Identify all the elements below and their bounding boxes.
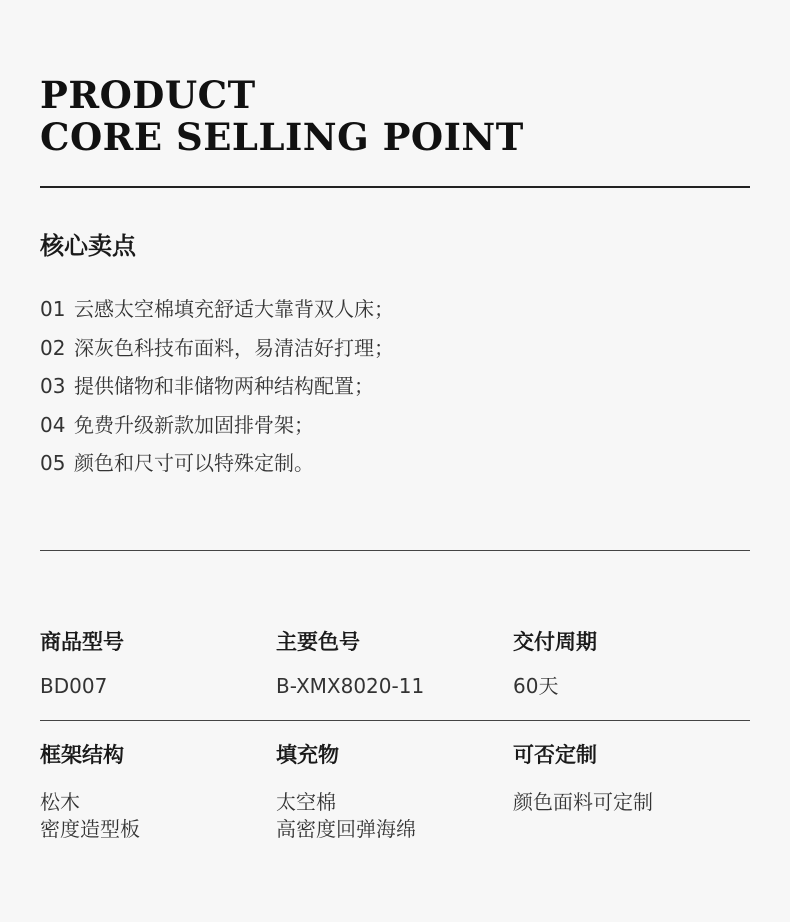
list-item: [40, 444, 394, 483]
spec-label: 商品型号: [40, 630, 124, 654]
spec-label: 可否定制: [513, 743, 597, 767]
spec-label: 框架结构: [40, 743, 124, 767]
point-number: 01: [40, 297, 66, 321]
spec-value-line-2: 密度造型板: [40, 817, 140, 841]
list-item: [40, 406, 394, 445]
point-text: 深灰色科技布面料，易清洁好打理；: [74, 335, 394, 360]
point-text: 提供储物和非储物两种结构配置；: [74, 374, 374, 398]
spec-value: 颜色面料可定制: [513, 790, 653, 814]
spec-label: 填充物: [276, 743, 339, 767]
spec-value: BD007: [40, 674, 108, 698]
spec-label: 交付周期: [513, 630, 597, 654]
spec-model: [40, 628, 124, 700]
spec-divider: [40, 720, 750, 721]
list-item: [40, 367, 394, 406]
spec-filling: [276, 741, 416, 843]
page-title: [40, 74, 524, 158]
spec-delivery: [513, 628, 597, 700]
spec-value: 60天: [513, 674, 559, 698]
point-number: 02: [40, 335, 66, 360]
spec-color-code: [276, 628, 424, 700]
header-divider: [40, 186, 750, 188]
list-item: [40, 290, 394, 329]
section-divider: [40, 550, 750, 551]
selling-points-title: 核心卖点: [40, 232, 136, 260]
spec-value: B-XMX8020-11: [276, 674, 425, 698]
spec-value: 太空棉: [276, 790, 336, 814]
spec-customizable: [513, 741, 653, 816]
spec-value: 松木: [40, 790, 80, 814]
point-number: 03: [40, 374, 66, 398]
list-item: [40, 329, 394, 368]
point-number: 05: [40, 451, 66, 475]
spec-frame: [40, 741, 140, 843]
point-text: 免费升级新款加固排骨架；: [74, 412, 314, 437]
point-text: 云感太空棉填充舒适大靠背双人床；: [74, 297, 394, 321]
point-number: 04: [40, 412, 66, 437]
spec-label: 主要色号: [276, 630, 360, 654]
page-title-line-1: PRODUCT: [40, 73, 256, 117]
selling-points-list: [40, 290, 394, 483]
page-title-line-2: CORE SELLING POINT: [40, 115, 524, 159]
point-text: 颜色和尺寸可以特殊定制。: [74, 451, 314, 475]
spec-value-line-2: 高密度回弹海绵: [276, 817, 416, 841]
